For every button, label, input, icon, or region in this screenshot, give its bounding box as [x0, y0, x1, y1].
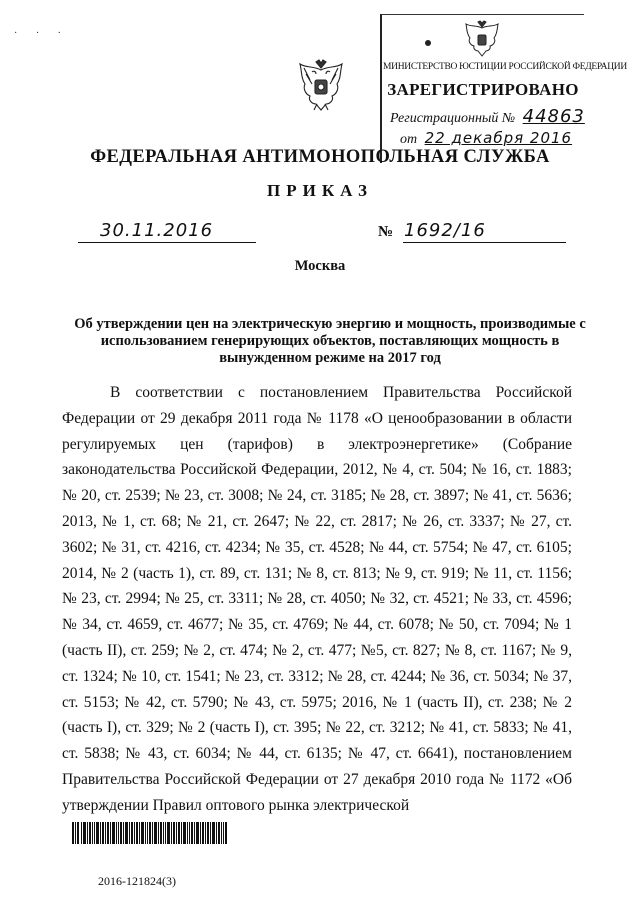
order-number: 1692/16 [404, 220, 486, 241]
stamp-reg-number: 44863 [522, 106, 585, 127]
stamp-registered-status: ЗАРЕГИСТРИРОВАНО [387, 80, 579, 99]
document-type: ПРИКАЗ [267, 181, 373, 200]
order-date-number-row [78, 220, 578, 244]
stamp-registration-number-row [390, 106, 585, 127]
stamp-date: 22 декабря 2016 [424, 129, 573, 147]
document-code: 2016-121824(3) [98, 874, 176, 888]
body-paragraph: В соответствии с постановлением Правительства Российской Федерации от 29 декабря 2011 года № 1178 «О ценообразовании в области регулируемых цен (тарифов) в электроэнергетике» (Собрание законодательства Российской Федерации, 2012, № 4, ст. 504; № 16, ст. 1883; № 20, ст. 2539; № 23, ст. 3008; № 24, ст. 3185; № 28, ст. 3897; № 41, ст. 5636; 2013, № 1, ст. 68; № 21, ст. 2647; № 22, ст. 2817; № 26, ст. 3337; № 27, ст. 3602; № 31, ст. 4216, ст. 4234; № 35, ст. 4528; № 44, ст. 5754; № 47, ст. 6105; 2014, № 2 (часть 1), ст. 89, ст. 131; № 8, ст. 813; № 9, ст. 919; № 11, ст. 1156; № 23, ст. 2994; № 25, ст. 3311; № 28, ст. 4050; № 32, ст. 4521; № 33, ст. 4596; № 34, ст. 4659, ст. 4677; № 35, ст. 4769; № 44, ст. 6078; № 50, ст. 7094; № 1 (часть II), ст. 259; № 2, ст. 474; № 2, ст. 477; №5, ст. 827; № 8, ст. 1167; № 9, ст. 1324; № 10, ст. 1541; № 23, ст. 3312; № 28, ст. 4244; № 36, ст. 5034; № 37, ст. 5153; № 42, ст. 5790; № 43, ст. 5975; 2016, № 1 (часть II), ст. 238; № 2 (часть I), ст. 329; № 2 (часть I), ст. 395; № 22, ст. 3212; № 41, ст. 5833; № 41, ст. 5838; № 43, ст. 6034; № 44, ст. 6135; № 47, ст. 6641), постановлением Правительства Российской Федерации от 27 декабря 2010 года № 1172 «Об утверждении Правил оптового рынка электрической [62, 384, 572, 814]
order-date-underline [78, 242, 256, 243]
stamp-ministry-name: МИНИСТЕРСТВО ЮСТИЦИИ РОССИЙСКОЙ ФЕДЕРАЦИИ [383, 62, 627, 72]
organization-name: ФЕДЕРАЛЬНАЯ АНТИМОНОПОЛЬНАЯ СЛУЖБА [90, 147, 550, 167]
order-number-underline [403, 242, 566, 243]
order-number-sign: № [378, 224, 394, 240]
stamp-dot [425, 40, 431, 46]
stamp-date-row [400, 129, 572, 148]
city: Москва [294, 258, 346, 274]
scan-artifact-marks: · · · [14, 28, 69, 39]
barcode-icon [72, 822, 227, 844]
order-date: 30.11.2016 [100, 220, 214, 241]
stamp-date-prefix: от [400, 132, 418, 147]
stamp-emblem-icon [463, 20, 501, 60]
order-subject: Об утверждении цен на электрическую энергию и мощность, производимые с использованием генерирующих объектов, поставляющих мощность в вынужденном режиме на 2017 год [74, 316, 586, 366]
coat-of-arms-icon [296, 58, 346, 116]
stamp-reg-number-label: Регистрационный № [390, 111, 516, 126]
